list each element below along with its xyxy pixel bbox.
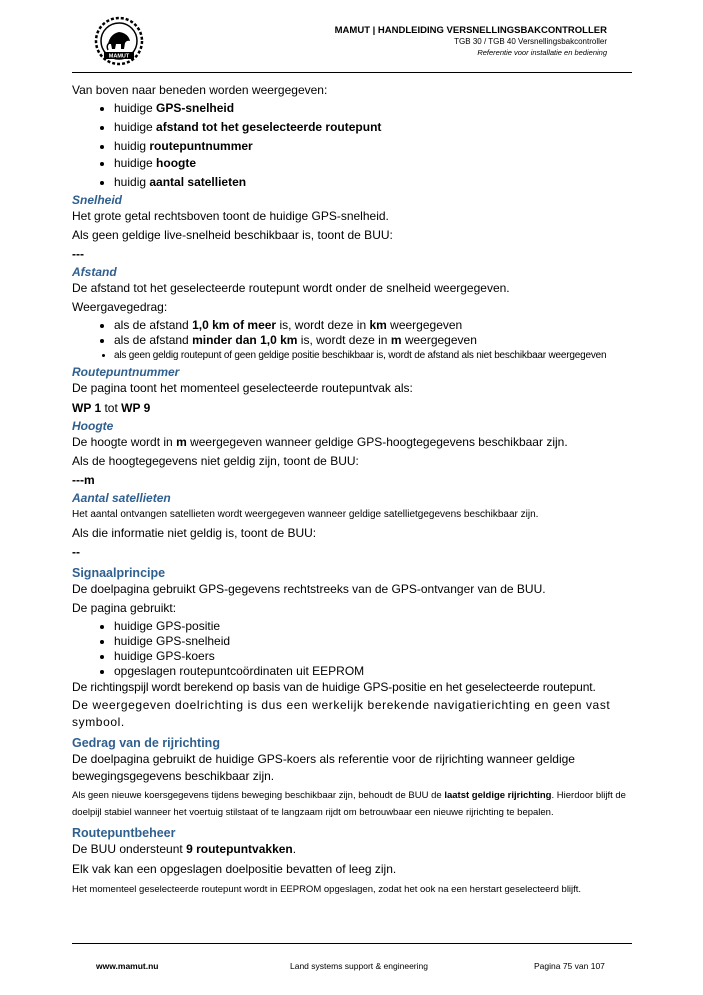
signaalprincipe-list: [72, 619, 634, 679]
satellieten-text-2: Als die informatie niet geldig is, toont de BUU:: [72, 526, 317, 540]
snelheid-code: ---: [72, 247, 84, 261]
list-item: • huidige hoogte: [114, 155, 634, 172]
header-title: MAMUT | HANDLEIDING VERSNELLINGSBAKCONTROLLER: [334, 25, 607, 36]
afstand-list: [72, 318, 634, 363]
gedrag-heading: Gedrag van de rijrichting: [72, 736, 220, 750]
header-divider: [72, 72, 632, 73]
snelheid-text-1: Het grote getal rechtsboven toont de huidige GPS-snelheid.: [72, 209, 389, 223]
hoogte-text-1: De hoogte wordt in m weergegeven wanneer geldige GPS-hoogtegegevens beschikbaar zijn.: [72, 435, 568, 449]
intro-text: Van boven naar beneden worden weergegeven:: [72, 83, 328, 97]
list-item: • huidige GPS-positie: [114, 619, 634, 634]
footer-tagline: Land systems support & engineering: [290, 961, 428, 971]
header-subtitle-2: Referentie voor installatie en bediening: [477, 47, 607, 57]
list-item: • huidige afstand tot het geselecteerde routepunt: [114, 119, 634, 136]
list-item: • huidige GPS-snelheid: [114, 634, 634, 649]
list-item: • huidige GPS-snelheid: [114, 100, 634, 117]
signaalprincipe-text-2: De pagina gebruikt:: [72, 601, 177, 615]
mamut-logo: [94, 16, 144, 66]
satellieten-code: --: [72, 545, 80, 559]
footer-divider: [72, 943, 632, 944]
satellieten-heading: Aantal satellieten: [72, 491, 171, 505]
afstand-text-2: Weergavegedrag:: [72, 300, 168, 314]
footer-website: www.mamut.nu: [96, 961, 159, 971]
hoogte-code: ---m: [72, 473, 95, 487]
routepuntnummer-text: De pagina toont het momenteel geselecteerde routepuntvak als:: [72, 381, 413, 395]
logo-text: MAMUT: [108, 53, 130, 60]
header-subtitle: TGB 30 / TGB 40 Versnellingsbakcontroller: [454, 37, 607, 47]
routepuntnummer-range: WP 1 tot WP 9: [72, 401, 151, 415]
signaalprincipe-text-4: De weergegeven doelrichting is dus een werkelijk berekende navigatierichting en geen vast symbool.: [72, 698, 611, 729]
afstand-text-1: De afstand tot het geselecteerde routepunt wordt onder de snelheid weergegeven.: [72, 281, 510, 295]
list-item: • als geen geldig routepunt of geen geldige positie beschikbaar is, wordt de afstand als niet beschikbaar weergegeven: [114, 348, 634, 363]
signaalprincipe-text-3: De richtingspijl wordt berekend op basis van de huidige GPS-positie en het geselecteerde routepunt.: [72, 680, 596, 694]
list-item: • opgeslagen routepuntcoördinaten uit EEPROM: [114, 664, 634, 679]
beheer-text-3: Het momenteel geselecteerde routepunt wordt in EEPROM opgeslagen, zodat het ook na een herstart geselecteerd blijft.: [72, 884, 582, 895]
afstand-heading: Afstand: [72, 265, 117, 279]
hoogte-heading: Hoogte: [72, 419, 114, 433]
gedrag-text-1: De doelpagina gebruikt de huidige GPS-koers als referentie voor de rijrichting wanneer geldige bewegingsgegevens beschikbaar zijn.: [72, 752, 575, 783]
display-items-list: [72, 100, 634, 191]
list-item: • huidige GPS-koers: [114, 649, 634, 664]
footer-page-number: Pagina 75 van 107: [534, 961, 605, 971]
signaalprincipe-heading: Signaalprincipe: [72, 566, 166, 580]
routepuntnummer-heading: Routepuntnummer: [72, 365, 180, 379]
list-item: • als de afstand 1,0 km of meer is, wordt deze in km weergegeven: [114, 318, 634, 333]
snelheid-heading: Snelheid: [72, 193, 123, 207]
beheer-heading: Routepuntbeheer: [72, 826, 176, 840]
list-item: • als de afstand minder dan 1,0 km is, wordt deze in m weergegeven: [114, 333, 634, 348]
list-item: • huidig routepuntnummer: [114, 138, 634, 155]
snelheid-text-2: Als geen geldige live-snelheid beschikbaar is, toont de BUU:: [72, 228, 393, 242]
list-item: • huidig aantal satellieten: [114, 174, 634, 191]
hoogte-text-2: Als de hoogtegegevens niet geldig zijn, toont de BUU:: [72, 454, 359, 468]
satellieten-text-1: Het aantal ontvangen satellieten wordt weergegeven wanneer geldige satellietgegevens beschikbaar zijn.: [72, 509, 539, 520]
page-header: [72, 14, 632, 74]
signaalprincipe-text-1: De doelpagina gebruikt GPS-gegevens rechtstreeks van de GPS-ontvanger van de BUU.: [72, 582, 546, 596]
beheer-text-2: Elk vak kan een opgeslagen doelpositie bevatten of leeg zijn.: [72, 862, 397, 876]
beheer-text-1: De BUU ondersteunt 9 routepuntvakken.: [72, 842, 297, 856]
gedrag-text-2: Als geen nieuwe koersgegevens tijdens beweging beschikbaar zijn, behoudt de BUU de laatst geldige rijrichting. Hierdoor blijft de doelpijl stabiel wanneer het voertuig stilstaat of te langzaam rijdt om betrouwbaar een nieuwe rijrichting te bepalen.: [72, 790, 626, 818]
page-content: [72, 82, 634, 898]
